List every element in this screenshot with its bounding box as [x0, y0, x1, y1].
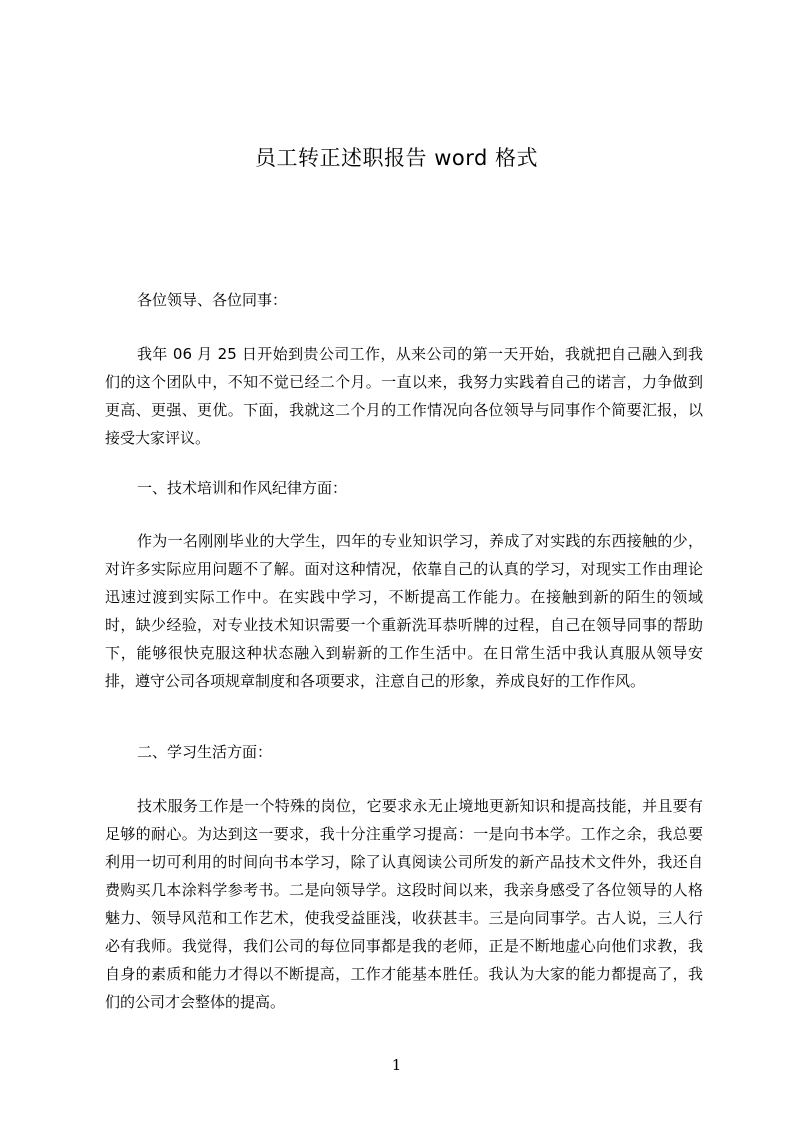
section-body-training: 作为一名刚刚毕业的大学生，四年的专业知识学习，养成了对实践的东西接触的少，对许多实际应用问题不了解。面对这种情况，依靠自己的认真的学习，对现实工作由理论迅速过渡到实际工作中。在实践中学习，不断提高工作能力。在接触到新的陌生的领域时，缺少经验，对专业技术知识需要一个重新洗耳恭听牌的过程，自己在领导同事的帮助下，能够很快克服这种状态融入到崭新的工作生活中。在日常生活中我认真服从领导安排，遵守公司各项规章制度和各项要求，注意自己的形象，养成良好的工作作风。 [105, 532, 703, 690]
salutation: 各位领导、各位同事： [137, 291, 288, 309]
section-body-study: 技术服务工作是一个特殊的岗位，它要求永无止境地更新知识和提高技能，并且要有足够的耐心。为达到这一要求，我十分注重学习提高：一是向书本学。工作之余，我总要利用一切可利用的时间向书本学习，除了认真阅读公司所发的新产品技术文件外，我还自费购买几本涂料学参考书。二是向领导学。这段时间以来，我亲身感受了各位领导的人格魅力、领导风范和工作艺术，使我受益匪浅，收获甚丰。三是向同事学。古人说，三人行必有我师。我觉得，我们公司的每位同事都是我的老师，正是不断地虚心向他们求教，我自身的素质和能力才得以不断提高，工作才能基本胜任。我认为大家的能力都提高了，我们的公司才会整体的提高。 [105, 797, 703, 1011]
section-heading-training: 一、技术培训和作风纪律方面： [137, 479, 348, 497]
intro-paragraph: 我年 06 月 25 日开始到贵公司工作，从来公司的第一天开始，我就把自己融入到我们的这个团队中，不知不觉已经二个月。一直以来，我努力实践着自己的诺言，力争做到更高、更强、更优。下面，我就这二个月的工作情况向各位领导与同事作个简要汇报，以接受大家评议。 [105, 345, 703, 447]
page-number: 1 [391, 1056, 402, 1074]
document-title: 员工转正述职报告 word 格式 [255, 146, 538, 170]
section-heading-study: 二、学习生活方面： [137, 743, 273, 761]
